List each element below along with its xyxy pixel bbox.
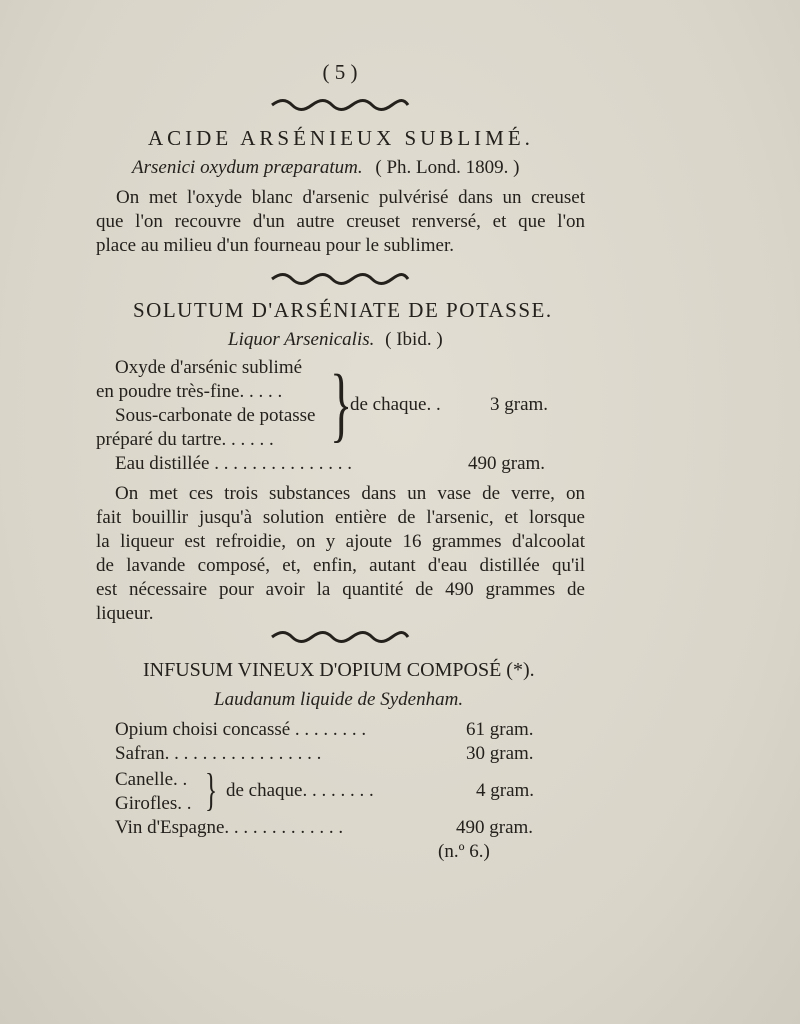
- wave-ornament-icon: [270, 630, 410, 644]
- section1-title: ACIDE ARSÉNIEUX SUBLIMÉ.: [148, 126, 534, 150]
- section3-title: INFUSUM VINEUX D'OPIUM COMPOSÉ (*).: [143, 659, 535, 681]
- paragraph-line: est nécessaire pour avoir la quantité de 490 grammes de: [96, 579, 585, 600]
- group-each-label: de chaque. . . . . . . .: [226, 780, 374, 801]
- group-line: Girofles. .: [115, 793, 192, 814]
- paragraph-line: de lavande composé, et, enfin, autant d'eau distillée qu'il: [96, 555, 585, 576]
- recipe-group-lines: [96, 356, 316, 452]
- brace-symbol: }: [205, 764, 218, 815]
- water-label: Eau distillée . . . . . . . . . . . . . . .: [115, 453, 352, 474]
- item-label: Opium choisi concassé . . . . . . . .: [115, 719, 367, 740]
- section2-subtitle-ref: ( Ibid. ): [385, 329, 443, 350]
- item-amount: 30 gram.: [466, 743, 534, 764]
- recipe-line: préparé du tartre. . . . . .: [96, 429, 274, 450]
- recipe-line: en poudre très-fine. . . . .: [96, 381, 283, 402]
- paragraph-line: que l'on recouvre d'un autre creuset renversé, et que l'on: [96, 211, 585, 232]
- section2-subtitle-latin: Liquor Arsenicalis.: [228, 329, 375, 350]
- page-number: ( 5 ): [322, 60, 358, 84]
- paragraph-line: fait bouillir jusqu'à solution entière de l'arsenic, et lorsque: [96, 507, 585, 528]
- group-line: Canelle. .: [115, 769, 188, 790]
- item-label: Safran. . . . . . . . . . . . . . . . .: [115, 743, 322, 764]
- section2-paragraph: [96, 482, 585, 626]
- recipe-line: Sous-carbonate de potasse: [115, 405, 316, 426]
- paragraph-line: la liqueur est refroidie, on y ajoute 16 grammes d'alcoolat: [96, 531, 585, 552]
- paragraph-line: liqueur.: [96, 603, 154, 624]
- wave-ornament-icon: [270, 98, 410, 112]
- paragraph-line: On met ces trois substances dans un vase de verre, on: [115, 483, 585, 504]
- section3-subtitle: Laudanum liquide de Sydenham.: [214, 689, 464, 710]
- signature-mark: (n.º 6.): [438, 841, 490, 862]
- item-amount: 61 gram.: [466, 719, 534, 740]
- group-amount: 4 gram.: [476, 780, 535, 801]
- paragraph-line: On met l'oxyde blanc d'arsenic pulvérisé dans un creuset: [116, 187, 585, 208]
- water-amount: 490 gram.: [468, 453, 546, 474]
- section2-title: SOLUTUM D'ARSÉNIATE DE POTASSE.: [133, 298, 553, 322]
- wine-label: Vin d'Espagne. . . . . . . . . . . . .: [115, 817, 344, 838]
- group-lines: [115, 768, 192, 816]
- section1-subtitle-ref: ( Ph. Lond. 1809. ): [375, 157, 520, 178]
- recipe-amount: 3 gram.: [490, 394, 549, 415]
- section1-paragraph: [96, 186, 585, 258]
- ornament-divider: [0, 98, 680, 117]
- section1-subtitle: [132, 157, 519, 179]
- section2-subtitle: [228, 329, 443, 351]
- recipe-each-label: de chaque. .: [350, 394, 441, 415]
- recipe-line: Oxyde d'arsénic sublimé: [115, 357, 303, 378]
- paragraph-line: place au milieu d'un fourneau pour le sublimer.: [96, 235, 454, 256]
- wine-amount: 490 gram.: [456, 817, 534, 838]
- ornament-divider: [0, 272, 680, 291]
- section1-subtitle-latin: Arsenici oxydum præparatum.: [132, 157, 363, 178]
- brace-symbol: }: [330, 358, 353, 451]
- wave-ornament-icon: [270, 272, 410, 286]
- ornament-divider: [0, 630, 680, 649]
